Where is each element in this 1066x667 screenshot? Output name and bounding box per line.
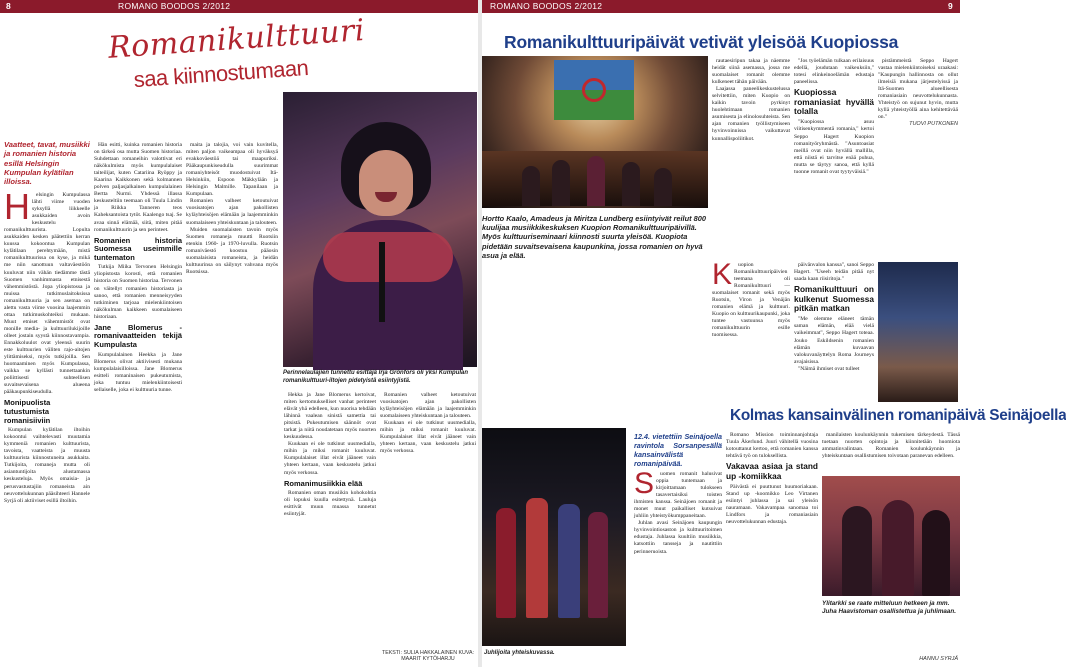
kolmas-headline: Kolmas kansainvälinen romanipäivä Seinäjoella	[730, 407, 1066, 424]
right-column-a2-text: uopion Romanikulttuuripäivien teemana oli Romanikulttuuri — suomalaiset romanit sekä myös Ruotsin, Viron ja Venäjän romanien elämä ja kulttuuri. Kuopio on kulttuurikaupunki, joka tuntee vastuunsa myös romanikulttuurin esille tuomisessa.	[712, 262, 790, 339]
kolmas-column-2	[726, 432, 818, 657]
person	[842, 506, 872, 596]
kolmas-column-2-text-2: Päivästä ei puuttunut huumoriakaan. Stand up -koomikko Leo Virtanen esiintyi juhlassa ja sai yleisön nauramaan. Vakavampaa sanomaa toi Lindfors ja romaniasiain neuvottelukunnan edustaja.	[726, 484, 818, 526]
column-2	[94, 142, 182, 662]
column-1-subhead: Monipuolista tutustumista romanisiiviin	[4, 398, 51, 425]
dance-caption: Juhlijoita yhteiskuvassa.	[484, 650, 555, 656]
singer-shawl	[323, 232, 453, 282]
right-column-a-text: rautaesiripun takaa ja näemme heidät siinä asemassa, jossa me suomalaiset romanit olemme kulkeneet tähän päivään.	[712, 58, 790, 86]
person	[882, 500, 914, 596]
kolmas-byline: HANNU SYRJÄ	[919, 656, 958, 662]
title-sub: saa kiinnostumaan	[132, 54, 310, 93]
column-5-text-2: Kuukaan ei ole tutkinut uusmedialla, mihin ja miksi romanit kuuluvat. Kumpulalaiset illat eivät jääneet vain yhteen kertaan, vaan keskustelu jatkui myös verkossa.	[380, 420, 476, 455]
right-column-a-text-2: Laajassa paneelikeskustelussa selvitettiin, miten Kuopio on kaikin tavoin pyrkinyt huolehtimaan romanien asumisesta ja elinolosuhteista. Sen ajan romanien työllistymiseen hyvinvoinnissa vaikuttavat kunnallispoliitikot.	[712, 86, 790, 142]
column-5	[380, 392, 476, 640]
right-column-b2-text: päivänvalon kanssa", sanoi Seppo Hagert. "Useeh teidän pitää nyt saada kaan riisiritoja."	[794, 262, 874, 283]
performer	[552, 160, 570, 206]
left-header-bar	[0, 0, 478, 13]
right-column-a	[712, 58, 790, 263]
right-column-c	[878, 58, 958, 273]
stage	[482, 151, 708, 206]
right-column-b-text-2: "Kuopiossa asuu viitisenkymmentä romania," kertoi Seppo Hagert Kuopion romanityöryhmästä. "Asuntoasiat meillä ovat niin hyvällä mallilla, että niistä ei tarvitse enää puhua, mutta se täytyy sanoa, että kyllä tuonne romanit ovat tyytyväisiä."	[794, 119, 874, 175]
column-4-text-3: Romanien oman musiikin kohokohtia oli lopuksi kuulla esitettynä. Lauluja esittivät muun muassa tunnetut esiintyjät.	[284, 490, 376, 518]
dance-photo	[482, 428, 626, 646]
column-4-text: Hekka ja Jane Blomerus kertoivat, miten kertomukselliset vanhat perinteet elävät yhä edelleen, kun nuorisa tehdään lähinnä vaalean sinistä samettia tai pitsistä. Pukeutumisen säännöt ovat tarkat ja niitä noudatetaan myös nuorten keskuudessa.	[284, 392, 376, 441]
kolmas-text-2: Juhlan avasi Seinäjoen kaupungin hyvinvointiosaston ja kulttuuritoimen edustaja. Juhlassa kuultiin musiikkia, katsottiin tansseja ja nautittiin perinneruoista.	[634, 520, 722, 555]
performer	[622, 162, 640, 206]
dropcap: H	[4, 186, 30, 227]
dancer	[588, 512, 608, 618]
column-1-text-2: Kumpulan kylätilan iltoihin kokoontui vaihtelevasti muutamia kymmeniä romanien kulttuurista, tavoista, vaatteista ja muusta kulttuurista kiinnostuneita asukkaita. Tutkijoita, romaneja mutta oli asiantuntijoita alustamassa keskusteluja. Myös omaisia- ja perusvastustajiin romaneista ain neuvottelukunnan pääsihteeri Hannele Syrjä oli aktiiviset esillä iltoihin.	[4, 427, 90, 504]
right-column-b-subhead: Kuopiossa romaniasiat hyvällä tolalla	[794, 87, 874, 116]
kolmas-dropcap: S	[634, 467, 655, 500]
right-column-b-text: "Jos työelämän tulkaan erilaisuus edellä, joudutaan vaikeuksiin," totesi elinkeinoelämän edustaja paneelissa.	[794, 58, 874, 86]
flag-wheel-icon	[582, 78, 606, 102]
left-page-number: 8	[6, 1, 11, 11]
column-3-text: maita ja talojia, voi vain kuvitella, miten paljon vaikeampaa oli hyväksyä evakkoväestöä tai maapuriksi. Pääkaupunkiseudulla suurimmat romaniyhteisöt muodostuivat Itä-Helsinkiin, Espoon Mäkkylään ja Helsingin Malmille. Tapanilaan ja Kumpulaan.	[186, 142, 278, 198]
right-page	[482, 0, 1066, 667]
right-magazine-name: ROMANO BOODOS 2/2012	[490, 1, 603, 11]
right-column-c-text: pistämmeistä Seppo Hagert vastaa mielenkiintoiseksi uraakasi: "Kaupungin hallinnosta on ollut ilmeisiä mukana järjestelyissä ja Itä-Suomen alueellisesta romaniasiain neuvottelukunnasta. Yhteistyö on sujunut hyvin, mutta kyllä yhteistyöllä aina kehitettävää on."	[878, 58, 958, 121]
column-3-text-2: Romanien valheet ketoutuivat vuosisatojen ajan pakollisten kyläyhteisöjen elämään ja laajemminkin suomalaiseen yhteiskuntaan ja talouteen.	[186, 198, 278, 226]
kolmas-column-2-subhead: Vakavaa asiaa ja stand up -komiikkaa	[726, 461, 818, 481]
column-3	[186, 142, 278, 662]
singer-face	[359, 150, 413, 216]
column-4	[284, 392, 376, 654]
right-column-b	[794, 58, 874, 273]
column-2-subhead-2: Jane Blomerus - romanivaatteiden tekijä Kumpulasta	[94, 322, 182, 349]
microphone-icon	[379, 242, 385, 322]
column-4-subhead: Romanimusiikkia elää	[284, 478, 363, 488]
person	[922, 510, 950, 596]
right-dropcap: K	[712, 258, 733, 291]
performer	[654, 168, 672, 206]
column-4-text-2: Kuukaan ei ole tutkinut uusmedialla, mihin ja miksi romanit kuuluvat. Kumpulalaiset illat eivät jääneet vain yhteen kertaan, vaan keskustelu jatkui myös verkossa.	[284, 441, 376, 476]
right-column-c-byline: TUOVI PUTKONEN	[909, 121, 958, 128]
kolmas-column-3	[822, 432, 960, 472]
right-column-b2	[794, 262, 874, 402]
left-magazine-name: ROMANO BOODOS 2/2012	[118, 1, 231, 11]
singer-photo-caption: Perinnelaulajien tunnettu esittäjä Irja Grönfors oli yksi Kumpulan romanikulttuuri-iltojen pidetyistä esiintyjistä.	[283, 370, 469, 384]
column-2-text-2: Tutkija Miika Tervonen Helsingin yliopistosta korosti, että romanien historia on Suomen historiaa. Tervonen on väitellyt romanien historiasta ja sanoo, että romanien menneisyyden tutkiminen tarjoaa mielenkiintoisen näkökulman kaikkeen suomalaiseen historiaan.	[94, 264, 182, 320]
feature-title	[107, 12, 367, 93]
title-script: Romanikulttuuri	[107, 12, 367, 66]
dancer	[496, 508, 516, 618]
kolmas-column-1	[634, 432, 722, 657]
right-headline: Romanikulttuuripäivät vetivät yleisöä Kuopiossa	[504, 32, 899, 52]
column-1	[4, 186, 90, 662]
performer	[522, 166, 540, 206]
singer-photo	[283, 92, 477, 367]
column-2-text-3: Kumpulalainen Heekka ja Jane Blomerus olivat aktiivisesti mukana kumpulalaisilloissa. Jane Blomerus esitteli romaninaisen pukeutumista, joka tuntuu mielenkiintoisesti sellaiselle, joka ei kulttuuria tunne.	[94, 351, 182, 393]
concert-caption: Hortto Kaalo, Amadeus ja Miritza Lundberg esiintyivät reilut 800 kuulijaa musiikkikeskuksen Kuopion Romanikulttuuripäivillä. Myös kulttuuriseminaari kiinnosti suurta yleisöä. Kuopiota pidetään suvaitsevaisena kaupunkina, jossa romanien on hyvä asua ja elää.	[482, 214, 706, 260]
column-3-text-3: Muiden suomalaisten tavoin myös Suomen romaneja muutti Ruotsiin etenkin 1960- ja 1970-luvulla. Ruotsin romaniväestö koostuu pääosin suomalaisista romaneista, ja heidän kulttuurinsa on säilynyt vahvana myös Ruotsissa.	[186, 226, 278, 275]
kolmas-text: uomen romanit halusivat oppia tuntemaan ja kirjoittamaan tulokseen tasavertaisiksi toisten ihmisten kanssa. Seinäjoen romanit ja monet muut paikalliset kutsuivat juhliin yhteistyökumppaneitaan.	[634, 471, 722, 520]
left-page	[0, 0, 478, 667]
kolmas-lead: 12.4. vietettiin Seinäjoella ravintola Sorsanpesällä kansainvälistä romanipäivää.	[634, 432, 722, 468]
lead-paragraph: Vaatteet, tavat, musiikki ja romanien historia esillä Helsingin Kumpulan kylätilan illoissa.	[4, 140, 90, 187]
column-5-text: Romanien valheet ketoutuivat vuosisatojen ajan pakollisten kyläyhteisöjen elämään ja laajemminkin suomalaiseen yhteiskuntaan ja talouteen.	[380, 392, 476, 420]
column-1-text: elsingin Kumpulassa lähti viime vuoden syksyllä liikkeelle asukkaiden avoin keskustelu romanikulttuurista. Lopulta asukkaiden kesken päätettiin kerran kuussa kokoontua Kumpulan kylätilaan perehtymään, mistä romanikulttuurissa on kyse, ja mikä me niin sanottuun valtaväestöön kuuluvat niin vähän tiedämme tästä Suomen vanhimmasta etnisestä vähemmistöstä. Jopa yliopistossa ja muissa tutkimuslaitoksissa romanikulttuuria ja sen asemaa on alettu vasta viime vuosina laajemmin ottaa tutkimuskohteiksi mukaan. Muut etniset vähemmistöt ovat monille media- ja kulttuurilukijoille olleet jostain syystä kiinnostavampia. Ennakkoluulot ovat yleensä suurin este kulttuurien väliten rajo-aitojen ylittämiseksi, myös tutkijoilla. Sen huomaaminen myös Kumpulassa, vaikka se kyllästi tunnettaankin poliittisesti suhteellisen suvaitsevaisena alueena pääkaupunkiseudulla.	[4, 192, 90, 396]
right-column-b2-text-3: "Näimä ihmiset ovat tulleet	[798, 365, 860, 372]
kolmas-column-2-text: Romano Mission toiminnanjohtaja Tuula Åkerlund. Juuri vähitellä vuosina kotouttanut kertoo, että romanien kanssa tehtävä työ on tuloksellista.	[726, 432, 818, 460]
ladies-photo	[822, 476, 960, 596]
romani-flag	[554, 60, 634, 120]
right-header-bar	[482, 0, 960, 13]
performer	[587, 156, 605, 206]
column-2-subhead: Romanien historia Suomessa useimmille tuntematon	[94, 235, 182, 262]
ladies-caption: Ylitarkki se raate mitteluun hetkeen ja mm. Juha Haavistoman osallistettua ja juhlimaan.	[822, 600, 957, 615]
right-page-number: 9	[948, 1, 953, 11]
right-column-b2-subhead: Romanikulttuuri on kulkenut Suomessa pitkän matkan	[794, 284, 874, 313]
performers-photo	[878, 262, 958, 402]
column-2-text: Hän esitti, kuinka romanien historia on tärkeä osa mutta Suomen historiaa. Suhdettaan romaneihin valottivat eri näkökulmista myös kumpulalaiset taiteilijat, kuten Catariina Ryöppy ja Kaarina Kaikkonen sekä kolmannen polven paljasjalkainen kumpulalainen Bertta Nurmi. Yhdessä illassa keskusteltiin teemaan oli Tuula Lindin ja Riikka Tanneren teos Kaheksantoista tytöt. Kaalengo tsaj. Se avaa sinnä elämää, siitä, miten pitää romanikulttuurin ja sen perinteet.	[94, 142, 182, 233]
concert-photo	[482, 56, 708, 208]
photo-credit: TEKSTI: SULIA HAKKALAINEN KUVA: MAARIT KYTÖHARJU	[381, 650, 475, 663]
right-column-b2-text-2: "Me olemme eläneet tämän saman elämän, elää vielä vaikeimmat", Seppo Hagert toteaa. Jouko Eskildsenin romanien elämän kuvaavan valokuvanäyttelyn Roma Journeys avajaisissa.	[794, 316, 874, 365]
dancer	[558, 504, 580, 618]
right-column-a2	[712, 258, 790, 402]
kolmas-column-3-text: manilaisten koulunkäynnin tukemisen tärkeydestä. Tässä tuetaan nuorten opintoja ja kiinnitetään huomiota ammatinvalintaan. Romanien koulunkäynnin ja yhteiskuntaan osallistumisen toivotaan paranevan edelleen.	[822, 432, 960, 460]
dancer	[526, 498, 548, 618]
